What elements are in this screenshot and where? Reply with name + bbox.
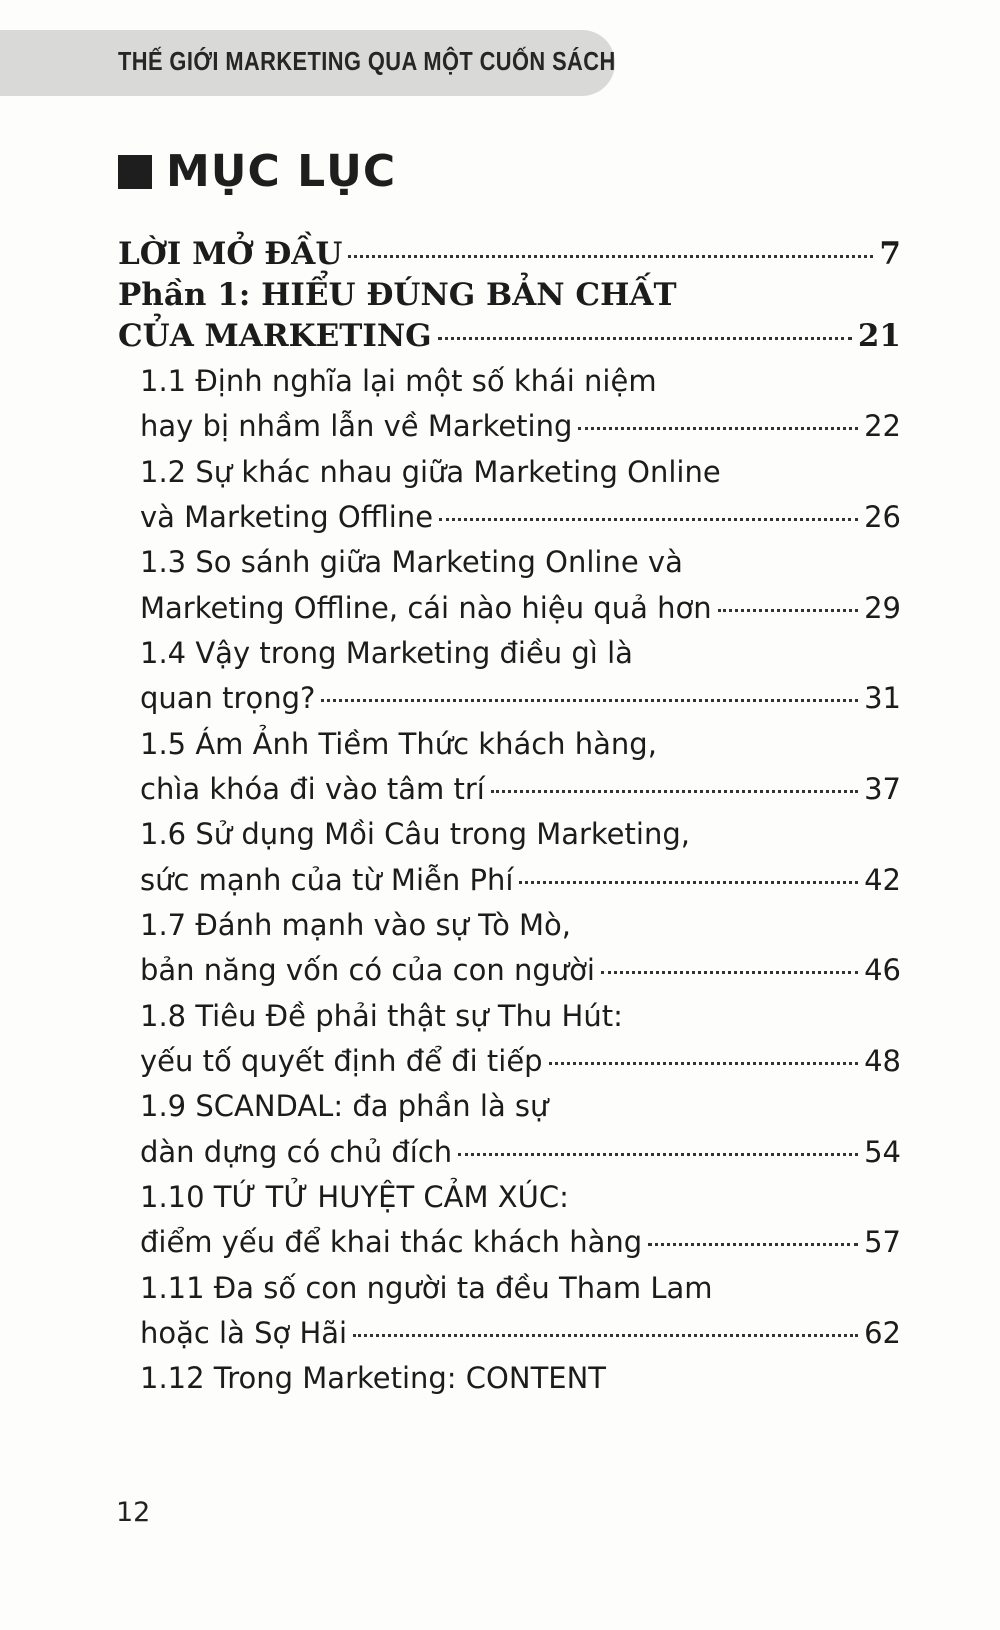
- toc-entry: [140, 681, 901, 715]
- toc-entry-text: hoặc là Sợ Hãi: [140, 1316, 348, 1350]
- toc-entry: [140, 817, 901, 851]
- dot-leader: [601, 971, 858, 974]
- toc-entry-page: 48: [864, 1044, 901, 1078]
- toc-entry: [140, 1135, 901, 1169]
- toc-entry-page: 29: [864, 591, 901, 625]
- toc-entry: [140, 409, 901, 443]
- toc-entry-text: CỦA MARKETING: [118, 318, 432, 354]
- toc-entry: [140, 727, 901, 761]
- toc-entry-text: 1.4 Vậy trong Marketing điều gì là: [140, 636, 633, 670]
- toc-entry: [140, 545, 901, 579]
- dot-leader: [321, 699, 858, 702]
- square-bullet-icon: [118, 155, 152, 189]
- toc-entry: [140, 1316, 901, 1350]
- toc-entry-page: 7: [879, 236, 901, 272]
- toc-entry: [140, 1089, 901, 1123]
- dot-leader: [718, 609, 859, 612]
- toc-entry-text: 1.3 So sánh giữa Marketing Online và: [140, 545, 683, 579]
- toc-entry-text: chìa khóa đi vào tâm trí: [140, 772, 485, 806]
- toc-entry: [140, 908, 901, 942]
- toc-entry-page: 42: [864, 863, 901, 897]
- toc-title: MỤC LỤC: [166, 146, 397, 197]
- dot-leader: [578, 427, 858, 430]
- toc-entry-text: 1.1 Định nghĩa lại một số khái niệm: [140, 364, 657, 398]
- toc-entry-text: hay bị nhầm lẫn về Marketing: [140, 409, 573, 443]
- toc-entry-text: 1.10 TỨ TỬ HUYỆT CẢM XÚC:: [140, 1180, 569, 1214]
- toc-heading: [118, 146, 396, 197]
- toc-entry-page: 37: [864, 772, 901, 806]
- toc-entry-page: 31: [864, 681, 901, 715]
- toc-entry: [140, 772, 901, 806]
- toc-entry: [118, 236, 901, 272]
- toc-entry: [140, 1180, 901, 1214]
- dot-leader: [519, 881, 858, 884]
- toc-entry-text: Phần 1: HIỂU ĐÚNG BẢN CHẤT: [118, 277, 677, 313]
- toc-entry-text: sức mạnh của từ Miễn Phí: [140, 863, 514, 897]
- dot-leader: [438, 337, 852, 340]
- toc-entry-text: và Marketing Offline: [140, 500, 434, 534]
- dot-leader: [549, 1062, 859, 1065]
- toc-entry-text: 1.12 Trong Marketing: CONTENT: [140, 1361, 607, 1395]
- toc-entry-text: 1.5 Ám Ảnh Tiềm Thức khách hàng,: [140, 727, 657, 761]
- toc-entry-text: điểm yếu để khai thác khách hàng: [140, 1225, 643, 1259]
- toc-entry-text: quan trọng?: [140, 681, 316, 715]
- toc-entry-text: LỜI MỞ ĐẦU: [118, 236, 343, 272]
- toc-entry: [140, 500, 901, 534]
- toc-entry-text: 1.11 Đa số con người ta đều Tham Lam: [140, 1271, 713, 1305]
- toc-entry-page: 57: [864, 1225, 901, 1259]
- toc-entry-text: 1.9 SCANDAL: đa phần là sự: [140, 1089, 549, 1123]
- toc-entry: [140, 1225, 901, 1259]
- toc-entry: [140, 1271, 901, 1305]
- toc-entry-page: 62: [864, 1316, 901, 1350]
- dot-leader: [458, 1153, 858, 1156]
- dot-leader: [348, 255, 873, 258]
- toc-entry: [140, 999, 901, 1033]
- toc-entry-page: 46: [864, 953, 901, 987]
- toc-entry: [140, 1044, 901, 1078]
- toc-entry: [140, 455, 901, 489]
- toc-entry-text: 1.6 Sử dụng Mồi Câu trong Marketing,: [140, 817, 690, 851]
- toc-entry: [140, 953, 901, 987]
- toc-entry: [140, 863, 901, 897]
- toc-entry-page: 54: [864, 1135, 901, 1169]
- toc-entry: [140, 636, 901, 670]
- toc-entry-page: 22: [864, 409, 901, 443]
- dot-leader: [439, 518, 858, 521]
- toc-entry: [140, 364, 901, 398]
- toc-entry-text: 1.2 Sự khác nhau giữa Marketing Online: [140, 455, 721, 489]
- toc-entry-text: 1.8 Tiêu Đề phải thật sự Thu Hút:: [140, 999, 623, 1033]
- dot-leader: [648, 1243, 858, 1246]
- toc-entry: [140, 1361, 901, 1395]
- toc-entry: [118, 318, 901, 354]
- toc-entry-page: 21: [857, 318, 901, 354]
- toc-entry: [118, 277, 901, 313]
- dot-leader: [491, 790, 858, 793]
- toc-entry-text: yếu tố quyết định để đi tiếp: [140, 1044, 543, 1078]
- dot-leader: [353, 1334, 858, 1337]
- running-header-title: THẾ GIỚI MARKETING QUA MỘT CUỐN SÁCH: [118, 46, 616, 76]
- toc-entry-page: 26: [864, 500, 901, 534]
- toc-entry-text: 1.7 Đánh mạnh vào sự Tò Mò,: [140, 908, 572, 942]
- toc-entry: [140, 591, 901, 625]
- toc-entry-text: dàn dựng có chủ đích: [140, 1135, 453, 1169]
- toc-entry-text: Marketing Offline, cái nào hiệu quả hơn: [140, 591, 712, 625]
- toc-entry-text: bản năng vốn có của con người: [140, 953, 595, 987]
- page-number: 12: [116, 1497, 151, 1528]
